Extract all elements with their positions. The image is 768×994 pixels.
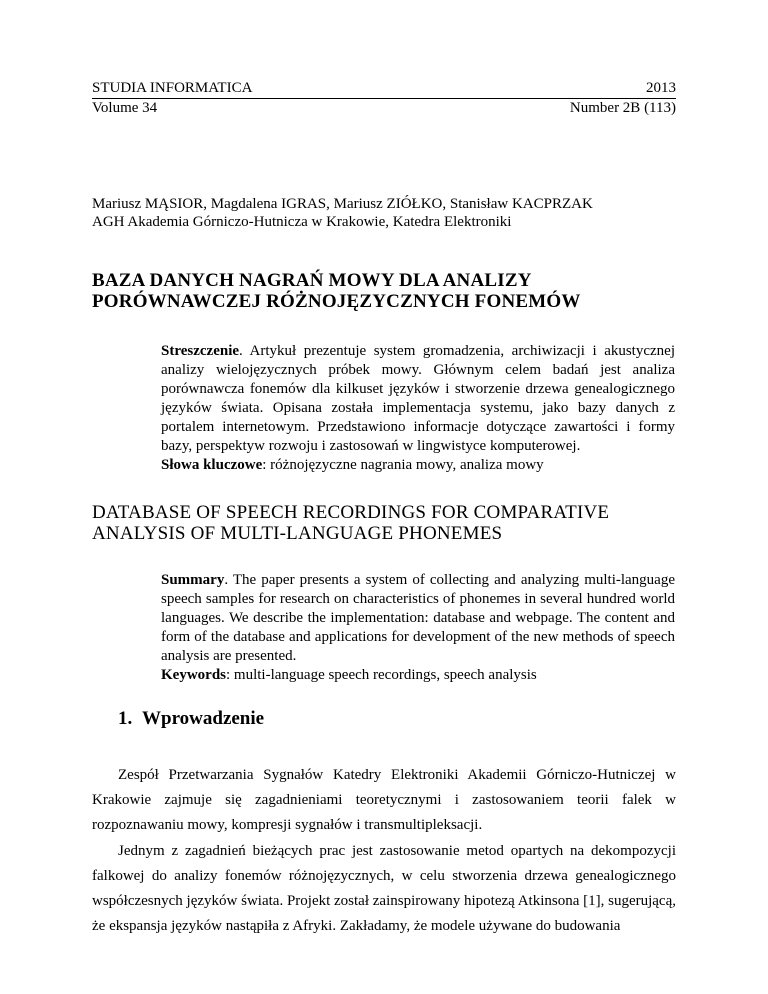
abstract-pl-label: Streszczenie bbox=[161, 343, 240, 359]
keywords-pl-paragraph bbox=[161, 456, 675, 475]
paper-title-english bbox=[92, 502, 676, 544]
header-rule bbox=[92, 98, 676, 99]
section-body bbox=[92, 763, 676, 939]
abstract-en-label: Summary bbox=[161, 572, 225, 588]
journal-name: STUDIA INFORMATICA bbox=[92, 80, 253, 96]
section-number: 1. bbox=[118, 708, 133, 729]
abstract-pl-paragraph bbox=[161, 342, 675, 456]
header-row-top bbox=[92, 80, 676, 97]
abstract-en-text: . The paper presents a system of collecting and analyzing multi-language speech samples for research on characteristics of phonemes in several hundred world languages. We describe the implementation: database and webpage. The content and form of the database and applications for development of the new methods of speech analysis are presented. bbox=[161, 572, 675, 664]
paper-title-polish bbox=[92, 270, 676, 312]
author-block bbox=[92, 195, 676, 231]
abstract-polish bbox=[161, 342, 675, 475]
abstract-pl-text: . Artykuł prezentuje system gromadzenia, archiwizacji i akustycznej analizy wielojęzycznych próbek mowy. Głównym celem badań jest analiza porównawcza fonemów dla kilkuset języków i stworzenie drzewa genealogicznego języków świata. Opisana została implementacja systemu, jako bazy danych z portalem internetowym. Przedstawiono informacje dotyczące zawartości i formy bazy, perspektyw rozwoju i zastosowań w lingwistyce komputerowej. bbox=[161, 343, 675, 454]
journal-volume: Volume 34 bbox=[92, 100, 158, 116]
body-paragraph-2: Jednym z zagadnień bieżących prac jest zastosowanie metod opartych na dekompozycji falkowej do analizy fonemów różnojęzycznych, w celu stworzenia drzewa genealogicznego współczesnych języków świata. Projekt został zainspirowany hipotezą Atkinsona [1], sugerującą, że ekspansja języków nastąpiła z Afryki. Zakładamy, że modele używane do budowania bbox=[92, 842, 676, 935]
keywords-pl-label: Słowa kluczowe bbox=[161, 457, 263, 473]
journal-number: Number 2B (113) bbox=[569, 100, 676, 116]
title-en-line-2: ANALYSIS OF MULTI-LANGUAGE PHONEMES bbox=[92, 523, 503, 544]
section-heading-introduction bbox=[118, 708, 264, 730]
keywords-en-label: Keywords bbox=[161, 667, 226, 683]
keywords-en-paragraph bbox=[161, 666, 675, 685]
author-affiliation: AGH Akademia Górniczo-Hutnicza w Krakowie, Katedra Elektroniki bbox=[92, 214, 512, 230]
section-title: Wprowadzenie bbox=[142, 708, 265, 729]
keywords-pl-text: : różnojęzyczne nagrania mowy, analiza mowy bbox=[262, 457, 544, 473]
journal-header bbox=[92, 80, 676, 117]
title-en-line-1: DATABASE OF SPEECH RECORDINGS FOR COMPARATIVE bbox=[92, 502, 610, 523]
title-pl-line-1: BAZA DANYCH NAGRAŃ MOWY DLA ANALIZY bbox=[92, 270, 532, 291]
keywords-en-text: : multi-language speech recordings, speech analysis bbox=[226, 667, 537, 683]
header-row-bottom bbox=[92, 100, 676, 117]
abstract-english bbox=[161, 571, 675, 685]
author-names: Mariusz MĄSIOR, Magdalena IGRAS, Mariusz ZIÓŁKO, Stanisław KACPRZAK bbox=[92, 196, 593, 212]
title-pl-line-2: PORÓWNAWCZEJ RÓŻNOJĘZYCZNYCH FONEMÓW bbox=[92, 291, 581, 312]
journal-year: 2013 bbox=[646, 80, 676, 96]
body-paragraph-1: Zespół Przetwarzania Sygnałów Katedry Elektroniki Akademii Górniczo-Hutniczej w Krakowie zajmuje się zagadnieniami teoretycznymi i zastosowaniem teorii falek w rozpoznawaniu mowy, kompresji sygnałów i transmultipleksacji. bbox=[92, 767, 676, 834]
abstract-en-paragraph bbox=[161, 571, 675, 666]
